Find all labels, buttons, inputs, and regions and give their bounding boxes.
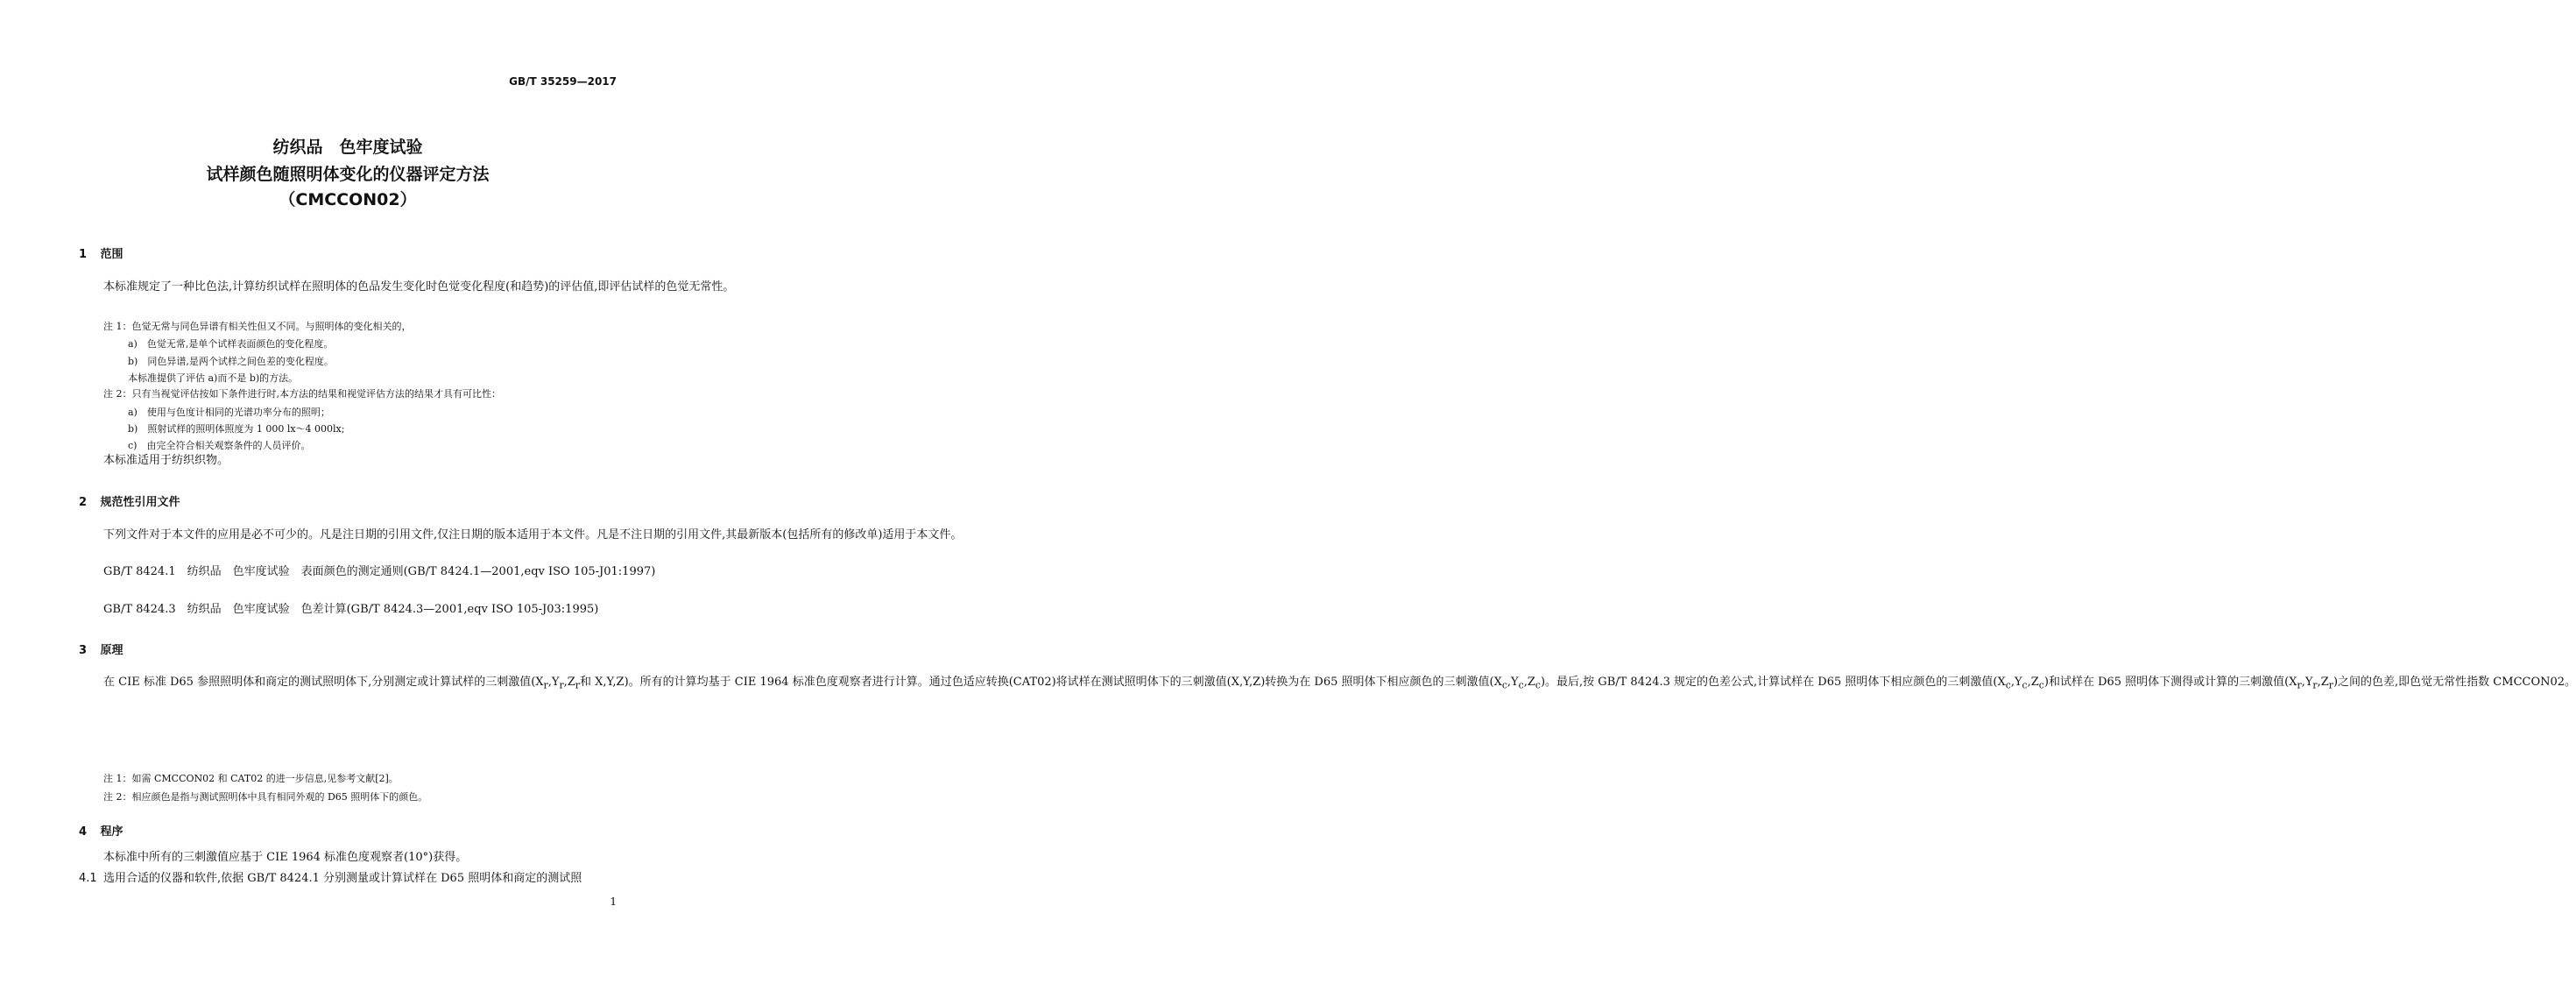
section-number: 4	[79, 825, 88, 839]
section-title: 范围	[100, 248, 124, 261]
scope-applicability: 本标准适用于纺织织物。	[103, 454, 229, 467]
principle-paragraph: 在 CIE 标准 D65 参照照明体和商定的测试照明体下,分别测定或计算试样的三刺激值($X_r,Y_r,Z_r$和 X,Y,Z)。所有的计算均基于 CIE 1964 标准色度观察者进行计算。通过色适应转换(CAT02)将试样在测试照明体下的三刺激值(X,Y,Z)转换为在 D65 照明体下相应颜色的三刺激值$(X_c,Y_c,Z_c)$。最后,按 GB/T 8424.3 规定的色差公式,计算试样在 D65 照明体下相应颜色的三刺激值$(X_c,Y_c,Z_c)$和试样在 D65 照明体下测得或计算的三刺激值$(X_r,Y_r,Z_r)$之间的色差,即色觉无常性指数 CMCCON02。	[103, 676, 2576, 691]
section-4-heading	[79, 822, 124, 839]
principle-note-2: 注 2：相应颜色是指与测试照明体中具有相同外观的 D65 照明体下的颜色。	[103, 791, 428, 803]
section-3-heading	[79, 641, 124, 657]
section-title: 规范性引用文件	[100, 496, 180, 509]
section-number: 3	[79, 644, 88, 657]
title-line-2: 试样颜色随照明体变化的仪器评定方法	[206, 165, 490, 184]
note-2-item-b: b) 照射试样的照明体照度为 1 000 lx～4 000lx;	[128, 423, 345, 435]
note-1-item-b: b) 同色异谱,是两个试样之间色差的变化程度。	[128, 356, 334, 367]
section-number: 1	[79, 248, 88, 261]
page-number: 1	[610, 896, 617, 908]
section-2-heading	[79, 492, 180, 509]
reference-item: GB/T 8424.1 纺织品 色牢度试验 表面颜色的测定通则(GB/T 8424.1—2001,eqv ISO 105-J01:1997)	[103, 565, 656, 578]
section-number: 2	[79, 496, 88, 509]
note-2-item-c: c) 由完全符合相关观察条件的人员评价。	[128, 440, 311, 451]
note-2: 注 2：只有当视觉评估按如下条件进行时,本方法的结果和视觉评估方法的结果才具有可比性：	[103, 388, 501, 400]
step-text: 选用合适的仪器和软件,依据 GB/T 8424.1 分别测量或计算试样在 D65 照明体和商定的测试照	[103, 872, 582, 885]
procedure-step-4-1	[79, 868, 617, 889]
normative-intro-paragraph: 下列文件对于本文件的应用是必不可少的。凡是注日期的引用文件,仅注日期的版本适用于本文件。凡是不注日期的引用文件,其最新版本(包括所有的修改单)适用于本文件。	[103, 528, 963, 542]
reference-item: GB/T 8424.3 纺织品 色牢度试验 色差计算(GB/T 8424.3—2001,eqv ISO 105-J03:1995)	[103, 603, 599, 616]
principle-note-1: 注 1：如需 CMCCON02 和 CAT02 的进一步信息,见参考文献[2]。	[103, 773, 399, 784]
title-line-3: （CMCCON02）	[279, 190, 417, 209]
section-title: 程序	[100, 825, 124, 839]
title-line-1: 纺织品 色牢度试验	[272, 138, 423, 157]
note-1-item-a: a) 色觉无常,是单个试样表面颜色的变化程度。	[128, 338, 334, 350]
procedure-paragraph: 本标准中所有的三刺激值应基于 CIE 1964 标准色度观察者(10°)获得。	[103, 851, 468, 864]
note-2-item-a: a) 使用与色度计相同的光谱功率分布的照明；	[128, 407, 330, 418]
note-1-tail: 本标准提供了评估 a)而不是 b)的方法。	[128, 372, 299, 384]
section-1-heading	[79, 244, 124, 261]
step-number: 4.1	[79, 872, 97, 885]
standard-number: GB/T 35259—2017	[509, 75, 617, 88]
scope-paragraph: 本标准规定了一种比色法,计算纺织试样在照明体的色品发生变化时色觉变化程度(和趋势)的评估值,即评估试样的色觉无常性。	[103, 280, 735, 294]
section-title: 原理	[100, 644, 124, 657]
note-1: 注 1：色觉无常与同色异谱有相关性但又不同。与照明体的变化相关的，	[103, 321, 412, 332]
